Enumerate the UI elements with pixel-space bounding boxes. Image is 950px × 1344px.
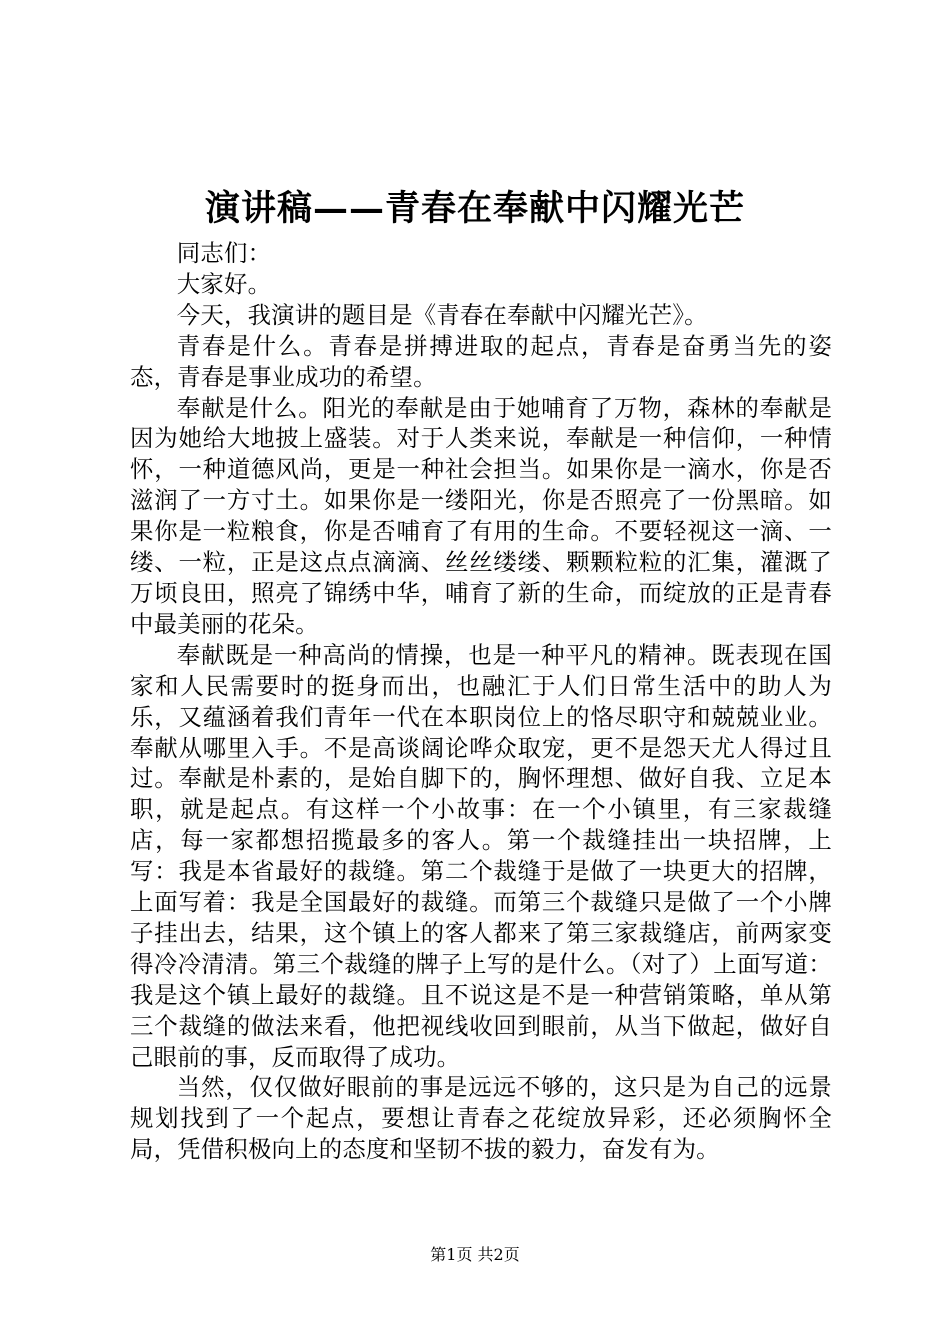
- body-paragraph: 青春是什么。青春是拼搏进取的起点，青春是奋勇当先的姿态，青春是事业成功的希望。: [130, 331, 832, 391]
- salutation: 同志们：: [176, 239, 272, 267]
- document-title: 演讲稿——青春在奉献中闪耀光芒: [204, 188, 745, 229]
- page-number-footer: 第1页 共2页: [430, 1245, 520, 1264]
- body-paragraph: 奉献是什么。阳光的奉献是由于她哺育了万物，森林的奉献是因为她给大地披上盛装。对于人类来说，奉献是一种信仰，一种情怀，一种道德风尚，更是一种社会担当。如果你是一滴水，你是否滋润了一方寸土。如果你是一缕阳光，你是否照亮了一份黑暗。如果你是一粒粮食，你是否哺育了有用的生命。不要轻视这一滴、一缕、一粒，正是这点点滴滴、丝丝缕缕、颗颗粒粒的汇集，灌溉了万顷良田，照亮了锦绣中华，哺育了新的生命，而绽放的正是青春中最美丽的花朵。: [130, 393, 832, 638]
- greeting: 大家好。: [176, 269, 272, 298]
- body-paragraph: 当然，仅仅做好眼前的事是远远不够的，这只是为自己的远景规划找到了一个起点，要想让青春之花绽放异彩，还必须胸怀全局，凭借积极向上的态度和坚韧不拔的毅力，奋发有为。: [130, 1073, 832, 1164]
- body-paragraph: 今天，我演讲的题目是《青春在奉献中闪耀光芒》。: [176, 300, 708, 329]
- body-paragraph: 奉献既是一种高尚的情操，也是一种平凡的精神。既表现在国家和人民需要时的挺身而出，也融汇于人们日常生活中的助人为乐，又蕴涵着我们青年一代在本职岗位上的恪尽职守和兢兢业业。奉献从哪里入手。不是高谈阔论哗众取宠，更不是怨天尤人得过且过。奉献是朴素的，是始自脚下的，胸怀理想、做好自我、立足本职，就是起点。有这样一个小故事：在一个小镇里，有三家裁缝店，每一家都想招揽最多的客人。第一个裁缝挂出一块招牌，上写：我是本省最好的裁缝。第二个裁缝于是做了一块更大的招牌，上面写着：我是全国最好的裁缝。而第三个裁缝只是做了一个小牌子挂出去，结果，这个镇上的客人都来了第三家裁缝店，前两家变得冷冷清清。第三个裁缝的牌子上写的是什么。（对了）上面写道：我是这个镇上最好的裁缝。且不说这是不是一种营销策略，单从第三个裁缝的做法来看，他把视线收回到眼前，从当下做起，做好自己眼前的事，反而取得了成功。: [130, 640, 832, 1071]
- document-body: [130, 238, 832, 1165]
